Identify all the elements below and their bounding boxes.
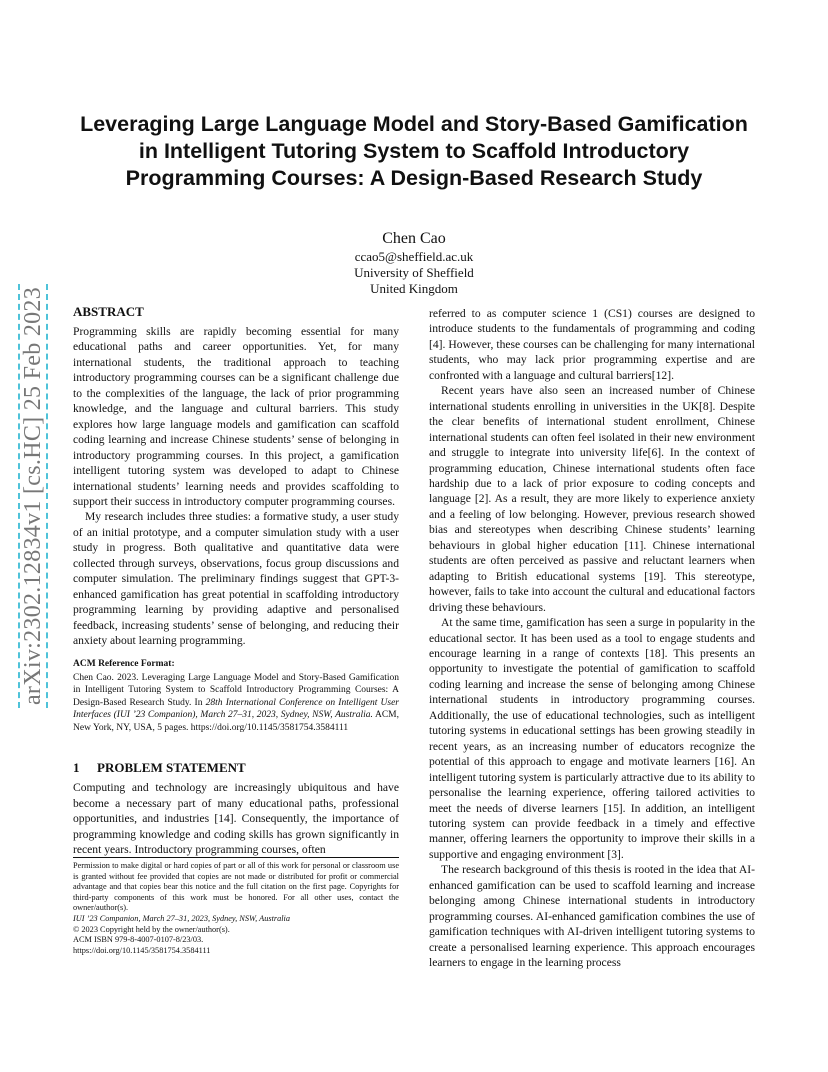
abstract-paragraph-1: Programming skills are rapidly becoming essential for many educational paths and career opportunities. Yet, for many international students, the traditional approach to teaching introductory programming courses can be a significant challenge due to the complexities of the language, the lack of prior programming knowledge, and the language and cultural barriers. This study explores how large language models and gamification can scaffold coding learning and increase Chinese students’ sense of belonging in introductory programming courses. In this project, a gamification intelligent tutoring system was developed to adapt to Chinese international students’ learning needs and provides scaffolding to support their success in introductory computer programming courses. — [73, 325, 399, 508]
acm-reference-text-b[interactable]: ACM, New York, NY, USA, 5 pages. https://doi.org/10.1145/3581754.3584111 — [73, 710, 399, 733]
section-1-title: PROBLEM STATEMENT — [97, 760, 246, 776]
author-affiliation: University of Sheffield — [354, 265, 474, 280]
right-paragraph-4: The research background of this thesis is rooted in the idea that AI-enhanced gamification can be used to scaffold learning and increase belonging among Chinese international students in introductory programming courses. AI-enhanced gamification combines the use of gamification techniques with AI-driven intelligent tutoring systems to create a personalised learning experience. This approach encourages learners to engage in the learning process — [429, 863, 755, 970]
section-1-number: 1 — [73, 760, 80, 776]
section-1-paragraph-1: Computing and technology are increasingly ubiquitous and have become a necessary part of many educational paths, professional opportunities, and industries [14]. Consequently, the importance of programming knowledge and coding skills has grown significantly in recent years. Introductory programming courses, often — [73, 781, 399, 857]
author-country: United Kingdom — [370, 281, 458, 296]
right-paragraph-1: referred to as computer science 1 (CS1) courses are designed to introduce students to the fundamentals of programming and coding [4]. However, these courses can be challenging for many international students, who may lack prior programming expertise and are confronted with a language and cultural barriers[12]. — [429, 307, 755, 382]
right-column — [429, 306, 755, 970]
footnote-copyright: © 2023 Copyright held by the owner/author(s). — [73, 924, 230, 934]
abstract-paragraph-2: My research includes three studies: a formative study, a user study of an initial prototype, and a computer simulation study with a user study in progress. Both qualitative and quantitative data were collected through surveys, observations, focus group discussions and computer simulation. The preliminary findings suggest that GPT-3-enhanced gamification has great potential in scaffolding introductory programming learning by providing adaptive and personalised feedback, increasing students’ sense of belonging, and reducing their anxiety about learning programming. — [73, 510, 399, 648]
author-block — [214, 229, 614, 297]
copyright-footnote — [73, 857, 399, 956]
right-paragraph-3: At the same time, gamification has seen a surge in popularity in the educational sector. It has been used as a tool to engage students and encourage learning in a range of contexts [18]. This presents an opportunity to investigate the potential of gamification to scaffold coding learning and increase the sense of belonging among Chinese international students in introductory programming courses. Additionally, the use of educational technologies, such as intelligent tutoring systems in educational settings has been growing steadily in recent years, as an increasing number of educators recognize the potential of this approach to engage and motivate learners [16]. An intelligent tutoring system is particularly attractive due to its ability to personalise the learning experience, offering tailored activities to meet the needs of diverse learners [15]. In addition, an intelligent tutoring system can provide feedback in a timely and effective manner, offering learners the opportunity to improve their skills in a supportive and engaging environment [3]. — [429, 616, 755, 861]
author-name: Chen Cao — [382, 230, 446, 247]
section-1-heading — [73, 760, 399, 776]
left-column — [73, 304, 399, 858]
abstract-heading: ABSTRACT — [73, 304, 144, 319]
footnote-venue-text: IUI ’23 Companion, March 27–31, 2023, Sydney, NSW, Australia — [73, 913, 291, 923]
acm-reference-heading: ACM Reference Format: — [73, 658, 175, 669]
arxiv-stamp — [18, 258, 48, 734]
acm-reference-text-a: Chen Cao. 2023. Leveraging Large Language Model and Story-Based Gamification in Intelligent Tutoring System to Scaffold Introductory Programming Courses: A Design-Based Research Study. In — [73, 672, 399, 708]
author-email[interactable]: ccao5@sheffield.ac.uk — [354, 249, 474, 264]
footnote-permission: Permission to make digital or hard copies of part or all of this work for personal or classroom use is granted without fee provided that copies are not made or distributed for profit or commercial advantage and that copies bear this notice and the full citation on the first page. Copyrights for third-party components of this work must be honored. For all other uses, contact the owner/author(s). — [73, 861, 399, 913]
paper-title: Leveraging Large Language Model and Story-Based Gamification in Intelligent Tutoring System to Scaffold Introductory Programming Courses: A Design-Based Research Study — [80, 112, 748, 190]
footnote-doi[interactable]: https://doi.org/10.1145/3581754.3584111 — [73, 945, 211, 955]
acm-reference-venue: 28th International Conference on Intelligent User Interfaces (IUI ’23 Companion), March 27–31, 2023, Sydney, NSW, Australia. — [73, 697, 399, 721]
footnote-venue — [73, 914, 399, 925]
right-paragraph-2: Recent years have also seen an increased number of Chinese international students enrolling in universities in the UK[8]. Despite the clear benefits of international student enrollment, Chinese international students can often feel isolated in their new environment and struggle to integrate into university life[6]. In the context of programming education, Chinese international students often face hardship due to a lack of prior exposure to coding concepts and language [2]. As a result, they are more likely to experience anxiety and a feeling of low belonging. However, previous research showed bias and stereotypes when describing Chinese students’ learning behaviours in global higher education [11]. Chinese international students are often perceived as passive and reluctant learners when adapting to British educational systems [19]. This stereotype, however, fails to take into account the cultural and educational factors driving these behaviours. — [429, 384, 755, 614]
footnote-isbn: ACM ISBN 979-8-4007-0107-8/23/03. — [73, 935, 204, 945]
acm-reference-text — [73, 672, 399, 735]
arxiv-stamp-text[interactable]: arXiv:2302.12834v1 [cs.HC] 25 Feb 2023 — [18, 284, 48, 708]
